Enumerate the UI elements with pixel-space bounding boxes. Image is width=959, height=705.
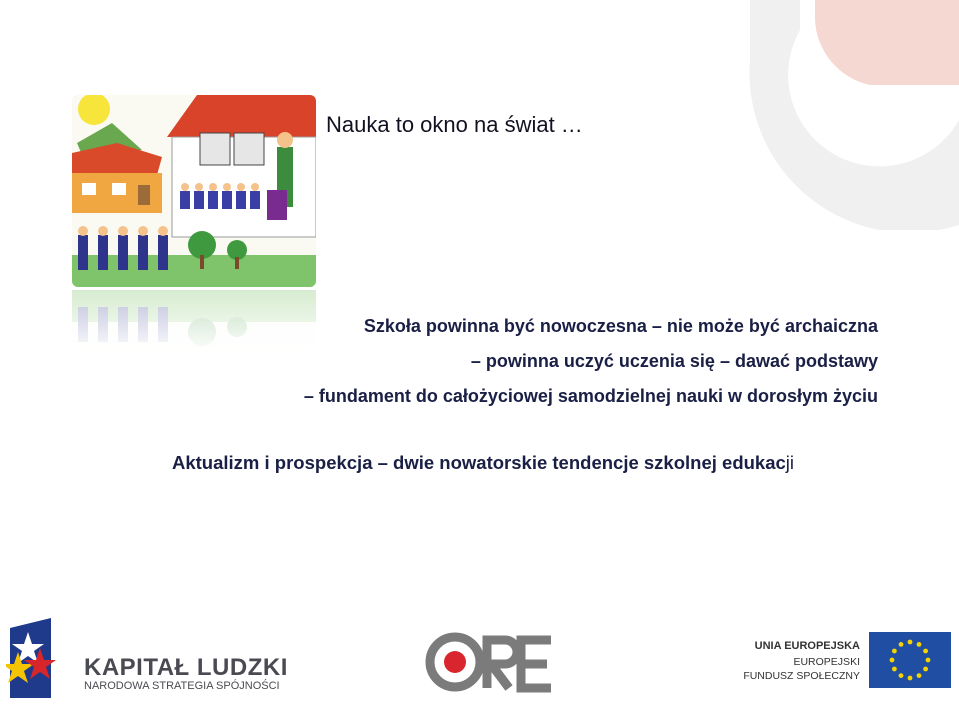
kapital-ludzki-title: KAPITAŁ LUDZKI xyxy=(84,654,288,681)
eu-logo xyxy=(742,630,952,694)
slide-title: Nauka to okno na świat … xyxy=(326,112,583,137)
text-line-1: Szkoła powinna być nowoczesna – nie może być archaiczna xyxy=(363,316,878,336)
text-line-4-bold: Aktualizm i prospekcja – dwie nowatorskie tendencje szkolnej edukac xyxy=(172,452,786,473)
corner-decoration xyxy=(720,0,959,230)
text-line-4-rest: ji xyxy=(785,452,795,473)
drawing-reflection xyxy=(72,290,316,355)
kapital-ludzki-subtitle: NARODOWA STRATEGIA SPÓJNOŚCI xyxy=(84,680,280,692)
eu-flag-icon xyxy=(869,632,951,688)
eu-line-2: EUROPEJSKI xyxy=(793,656,860,668)
eu-line-1: UNIA EUROPEJSKA xyxy=(754,640,860,652)
children-drawing-image xyxy=(72,95,316,287)
ore-logo xyxy=(425,630,555,694)
kapital-ludzki-logo xyxy=(6,618,296,698)
text-line-3: – fundament do całożyciowej samodzielnej nauki w dorosłym życiu xyxy=(303,386,878,406)
ore-icon xyxy=(425,630,555,694)
text-line-2: – powinna uczyć uczenia się – dawać podstawy xyxy=(470,351,878,371)
footer-logos xyxy=(0,610,959,705)
eu-line-3: FUNDUSZ SPOŁECZNY xyxy=(743,670,860,682)
text-line-4 xyxy=(172,452,794,474)
kapital-ludzki-icon xyxy=(6,618,76,698)
